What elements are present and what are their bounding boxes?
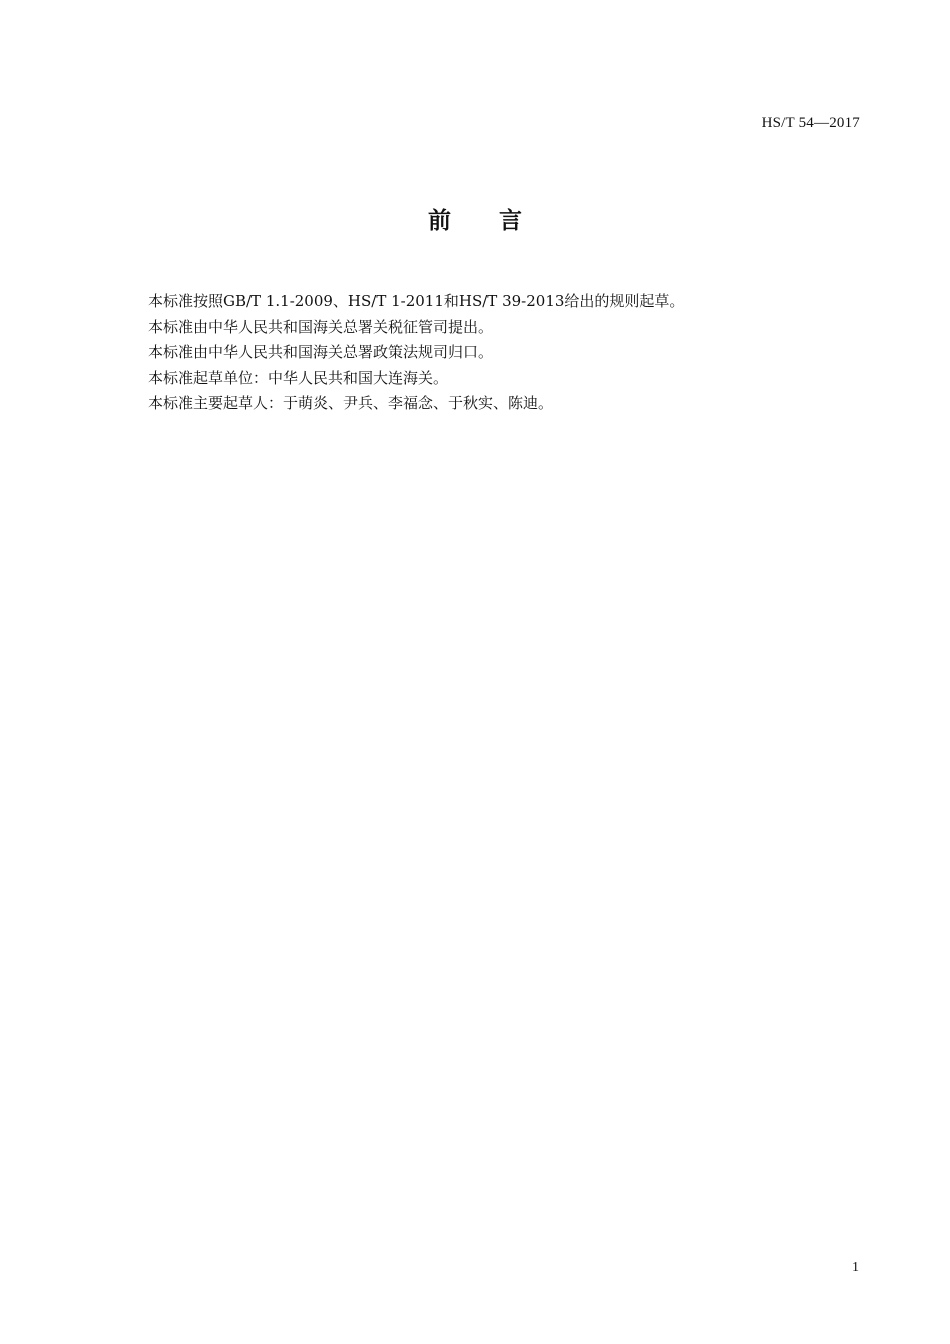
document-code: HS/T 54—2017 [761,115,860,131]
page-title-char-1: 前 [428,208,451,234]
paragraph-drafting-rules: 本标准按照GB/T 1.1-2009、HS/T 1-2011和HS/T 39-2013给出的规则起草。 [148,292,685,310]
paragraph-proposer: 本标准由中华人民共和国海关总署关税征管司提出。 [148,317,494,336]
paragraph-drafters: 本标准主要起草人：于萌炎、尹兵、李福念、于秋实、陈迪。 [148,394,554,412]
page-title [0,202,950,235]
foreword-body [148,289,868,417]
paragraph-drafting-unit: 本标准起草单位：中华人民共和国大连海关。 [148,368,449,387]
page-number: 1 [852,1260,859,1275]
paragraph-administrator: 本标准由中华人民共和国海关总署政策法规司归口。 [148,343,494,361]
page-title-char-2: 言 [499,208,522,234]
